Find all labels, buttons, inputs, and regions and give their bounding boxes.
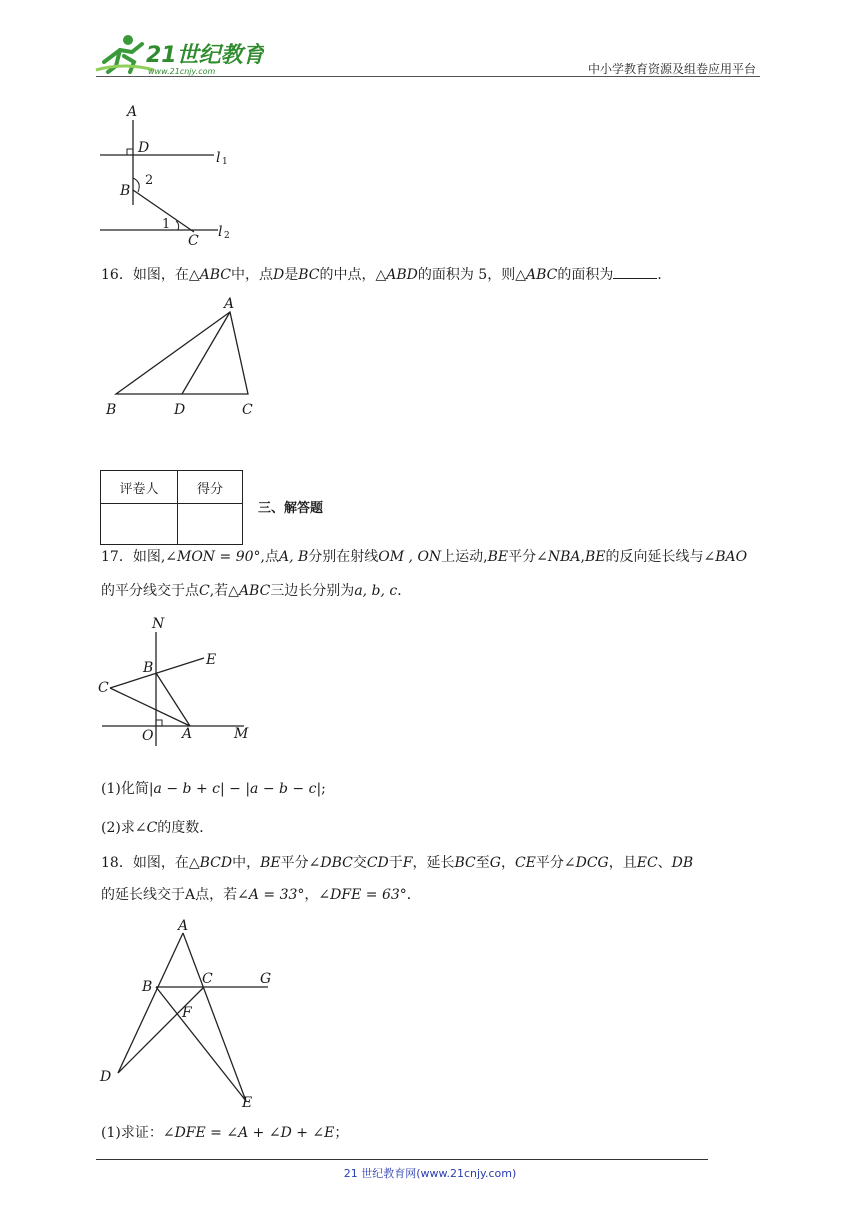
question-16: 16．如图，在△ABC中，点D是BC的中点，△ABD的面积为 5，则△ABC的面积为 ．: [101, 264, 671, 285]
score-cell-grader[interactable]: [101, 504, 178, 545]
section-title: 三、解答题: [258, 501, 324, 516]
answer-blank[interactable]: [613, 264, 657, 279]
fig18-label-F: F: [182, 1005, 192, 1021]
figure-q16: [100, 292, 270, 422]
fig18-label-B: B: [142, 979, 153, 995]
fig16-label-C: C: [242, 402, 253, 418]
fig16-label-B: B: [106, 402, 117, 418]
score-table: [100, 470, 243, 545]
fig17-label-A: A: [182, 726, 193, 742]
question-17-line-2: 的平分线交于点C,若△ABC三边长分别为a, b, c．: [101, 583, 412, 599]
figure-q17: [96, 614, 266, 750]
score-col-score: 得分: [178, 471, 243, 504]
score-col-grader: 评卷人: [101, 471, 178, 504]
fig18-label-E: E: [242, 1095, 253, 1111]
logo-url: www.21cnjy.com: [148, 67, 216, 76]
question-17-sub-2: (2)求∠C的度数．: [101, 820, 214, 836]
fig18-label-C: C: [202, 971, 213, 987]
score-cell-score[interactable]: [178, 504, 243, 545]
footer-divider: [96, 1159, 708, 1160]
footer-text: 21 世纪教育网(www.21cnjy.com): [343, 1167, 517, 1180]
fig17-label-B: B: [143, 660, 154, 676]
header-divider: [96, 76, 760, 77]
fig18-label-A: A: [178, 918, 189, 934]
figure-q15: [96, 100, 246, 250]
runner-logo-icon: [94, 32, 264, 78]
fig15-label-A: A: [127, 104, 138, 120]
question-18-sub-1: (1)求证：∠DFE = ∠A + ∠D + ∠E；: [101, 1125, 349, 1141]
fig17-label-M: M: [234, 726, 249, 742]
question-18-line-1: 18．如图，在△BCD中，BE平分∠DBC交CD于F，延长BC至G，CE平分∠DCG，且EC、DB: [101, 855, 694, 871]
platform-name: 中小学教育资源及组卷应用平台: [587, 62, 756, 76]
fig17-label-O: O: [142, 728, 154, 744]
logo-text: 21世纪教育: [146, 43, 264, 68]
question-17-sub-1: (1)化简|a − b + c| − |a − b − c|;: [101, 781, 326, 797]
figure-q18: [96, 915, 296, 1115]
question-17-line-1: 17．如图,∠MON = 90°,点A, B分别在射线OM , ON上运动,BE平分∠NBA,BE的反向延长线与∠BAO: [101, 549, 748, 565]
question-18-line-2: 的延长线交于A点，若∠A = 33°，∠DFE = 63°．: [101, 887, 421, 903]
fig15-label-l2: l: [218, 224, 223, 240]
fig17-label-E: E: [206, 652, 217, 668]
site-logo: [94, 32, 264, 78]
fig15-label-B: B: [120, 183, 131, 199]
fig16-label-D: D: [174, 402, 186, 418]
fig15-label-l1-sub: 1: [222, 157, 228, 167]
fig18-label-G: G: [260, 971, 272, 987]
fig15-angle-1: 1: [162, 217, 171, 232]
fig18-label-D: D: [100, 1069, 112, 1085]
fig15-label-l2-sub: 2: [224, 231, 230, 241]
fig17-label-C: C: [98, 680, 109, 696]
fig15-label-l1: l: [216, 150, 221, 166]
fig15-angle-2: 2: [145, 173, 154, 188]
fig15-label-D: D: [138, 140, 150, 156]
fig16-label-A: A: [224, 296, 235, 312]
fig15-label-C: C: [188, 233, 199, 249]
fig17-label-N: N: [152, 616, 165, 632]
